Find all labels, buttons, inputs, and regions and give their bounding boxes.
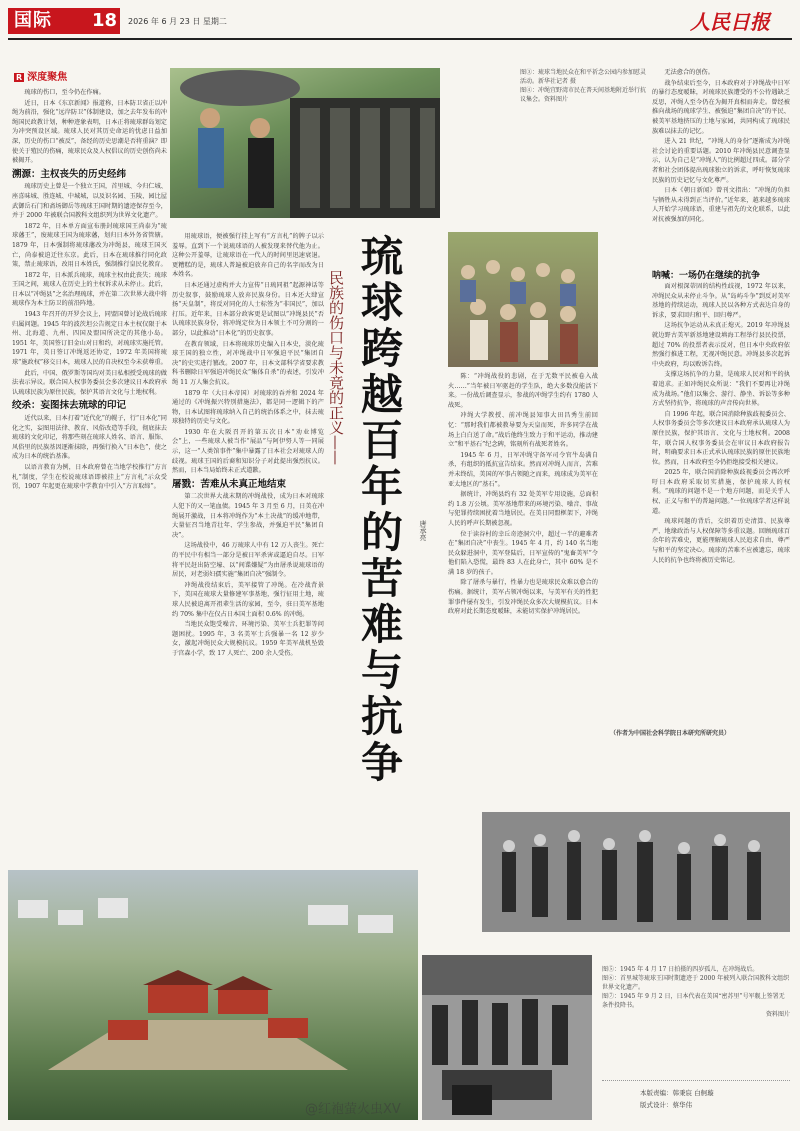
paragraph: 当地民众饱受噪音、环境污染、美军士兵犯罪等问题困扰。1995 年，3 名美军士兵强暴一名 12 岁少女，激起冲绳民众大规模抗议。1959 年美军战机坠毁于宫森小学，致 17 人死亡、200 余人受伤。: [172, 621, 324, 657]
footer-rule: [602, 1080, 790, 1082]
paragraph: 支撑这场抗争的力量，是琉球人民对和平的执着追求。正如冲绳民众所说：“我们不要再让冲绳成为战场。”他们以集会、游行、静坐、诉讼等多种方式坚持抗争，将琉球的声音传向世界。: [652, 371, 790, 408]
subhead: 屠戮：苦难从未真正地结束: [172, 478, 287, 490]
section-label: 国际: [14, 10, 52, 31]
paragraph: 近代以来，日本打着“近代化”的幌子，行“日本化”同化之实，妄图用法律、教育、风俗改造等手段，彻底抹去琉球的文化印记，将那些刻在琉球人姓名、语言、服饰、风俗里的民族基因逐渐抹除，再强行换入“日本色”，使之成为日本的统治基准。: [12, 415, 167, 461]
dateline: 2026 年 6 月 23 日 星期二: [128, 17, 227, 26]
paragraph: 1930 年在大阪召开的第五次日本“劝业博览会”上，一些琉球人被当作“展品”与阿伊努人等一同展示，这一“人类馆事件”集中暴露了日本社会对琉球人的歧视。琉球王国的后裔和知识分子对此提出强烈抗议。然而，日本当局始终未正式道歉。: [172, 428, 324, 475]
column-1: [12, 88, 167, 958]
watermark: @红袍萤火虫XV: [305, 1102, 401, 1117]
column-2: [172, 232, 324, 872]
paragraph: 这场战役中，46 万琉球人中有 12 万人丧生。死亡的平民中有相当一部分是被日军杀害或逼迫自尽。日军将平民赶出防空壕、以“间谍嫌疑”为由屠杀说琉球语的居民，对老弱妇孺实施“集团自决”强制令。: [172, 542, 324, 579]
paragraph: 琉球的伤口，至今仍在作痛。: [24, 89, 105, 96]
headline-subtitle: 民族的伤口与未竟的正义——: [327, 270, 345, 465]
caption-credit: 资料图片: [765, 1011, 790, 1018]
caption-photo5: 图⑤：1945 年 4 月 17 日拍摄的四岁孤儿，在冲绳战后。: [602, 966, 759, 973]
paragraph: 战争结束后至今，日本政府对于冲绳战中日军的暴行态度暧昧，对琉球民族遭受的不公待遇缺乏反思，冲绳人至今仍在为揭开真相而奔走。曾经被推向战场的琉球学生、被强迫“集团自决”的平民、被美军基地挤压的土地与家园，共同构成了琉球民族难以抹去的记忆。: [652, 79, 790, 135]
paragraph: 近日，日本《东京新闻》报道称，日本防卫省正以冲绳为前沿，强化“远岸防卫”体制建设，加之去年发布的冲绳国民政教计划，种种迹象表明，日本正将琉球群岛划定为冲突预设区域。琉球人民对其历史命运的忧虑日益加深，历史的伤口“被反”，备经的历史思潮是否将重演？即使关于殖民的伤痛，琉球民众及人权倡议的历史创伤尚未被揭开。: [12, 99, 167, 165]
photo-refugees: [482, 812, 790, 932]
paragraph: 1872 年，日本派兵琉球，琉球主权由此丧失；琉球王国之间，琉球人在历史上的主权诉求从未停止。此后，日本以“冲绳县”之名治理琉球，并在第二次世界大战中将琉球作为本土防卫的前沿阵地。: [12, 271, 167, 308]
byline: 唐承亮: [419, 520, 427, 541]
column-4: [448, 372, 598, 812]
paragraph: 冲绳大学教授、前冲绳县知事大田昌秀生前回忆：“那时我们都被教导要为天皇而死，许多同学在战场上白白送了命。”战后他终生致力于和平运动，推动建立“和平基石”纪念碑，铭刻所有战死者姓名。: [448, 412, 598, 449]
paragraph: 无法愈合的创伤。: [664, 69, 714, 76]
kicker-badge: R: [16, 73, 23, 82]
paragraph: 在教育领域，日本将琉球历史编入日本史，淡化琉球王国的独立性，对冲绳战中日军强迫平民“集团自决”的史实进行篡改。2007 年，日本文部科学省要求教科书删除日军强迫冲绳民众“集体自杀”的表述，引发冲绳 11 万人集会抗议。: [172, 340, 324, 386]
subhead: 溯源：主权丧失的历史经纬: [12, 168, 127, 180]
caption-photo6: 图⑥：首里城等琉球王国时期遗迹于 2000 年被列入联合国教科文组织世界文化遗产。: [602, 975, 790, 991]
caption-photo3: 图③：琉球当地民众在和平祈念公园内参加慰灵活动。新华社记者 摄: [520, 69, 647, 85]
paragraph: 以语言教育为例，日本政府曾在当地学校推行“方言札”制度，学生在校说琉球语即被挂上“方言札”示众受罚，1907 年起更在琉球中学教育中引入“方言取缔”。: [12, 463, 167, 491]
subhead: 呐喊：一场仍在继续的抗争: [652, 271, 761, 281]
paragraph: 1872 年，日本单方面宣布册封琉球国王尚泰为“琉球藩王”，废琉球王国为琉球藩，划归日本外务省管辖。1879 年，日本强制将琉球藩改为冲绳县，琉球王国灭亡，尚泰被迫迁往东京。此后，日本在琉球推行同化政策，禁止琉球语，改用日本姓氏，强制推行皇民化教育。: [12, 222, 167, 269]
headline-title: 琉球跨越百年的苦难与抗争: [355, 234, 404, 786]
photo-shuri-castle: [8, 870, 418, 1120]
caption-photo7: 图⑦：1945 年 9 月 2 日，日本代表在美国“密苏里”号军舰上签署无条件投降书。: [602, 993, 785, 1009]
paragraph: 据统计，冲绳县约有 32 处美军专用设施，总面积约 1.8 万公顷。美军基地带来的环境污染、噪音、事故与犯罪持续困扰着当地居民。在美日同盟框架下，冲绳人民的呼声长期被忽视。: [448, 491, 598, 527]
page-number: 18: [92, 10, 118, 31]
paragraph: 琉球历史上曾是一个独立王国，首里城、今归仁城、座喜味城、胜连城、中城城，以及识名园、玉陵、园比屋武御岳石门和斋场御岳等琉球王国时期的遗迹保存至今，并于 2000 年被联合国教科文组织列为世界文化遗产。: [12, 183, 167, 220]
paragraph: 1943 年召开的开罗会议上，同盟国曾讨论战后琉球归属问题。1945 年的波茨坦公告规定日本主权仅限于本州、北海道、九州、四国及盟国所决定的其他小岛。1951 年，美国签订旧金山对日和约，对琉球实施托管。1971 年，美日签订冲绳返还协定，1972 年美国将琉球“施政权”移交日本，琉球人民的自决权至今未获尊重。: [12, 311, 167, 367]
newspaper-logo: 人民日报: [690, 10, 770, 34]
column-5a: [652, 68, 790, 290]
paragraph: 琉球问题的背后，交织着历史清算、民族尊严、地缘政治与人权保障等多重议题。回顾琉球百余年的苦难史，更能理解琉球人民追求自由、尊严与和平的坚定决心。琉球的苦难不应被遗忘，琉球人民的抗争也终将被历史铭记。: [652, 518, 790, 564]
paragraph: 日本《朝日新闻》曾刊文指出：“冲绳的负担与牺牲从未得到正当评价。”近年来，越来越多琉球人开始学习琉球语，重建与祖先的文化联系，以此对抗被强加的同化。: [652, 187, 790, 223]
caption-block-bottom: [602, 965, 790, 1019]
paragraph: 陈：“冲绳战役的悲剧，在于无数平民被卷入战火……”当年被日军驱赶的学生队，绝大多数没能活下来。一份战后调查显示，参战的冲绳学生约有 1780 人战死。: [448, 373, 598, 409]
paragraph: 2025 年，联合国消除种族歧视委员会再次呼吁日本政府采取切实措施，保护琉球人的权利。“琉球的问题不是一个地方问题，而是关乎人权、正义与和平的普遍问题。”一位琉球学者这样说道。: [652, 469, 790, 515]
photo-memorial: [170, 68, 440, 218]
paragraph: 位于读谷村的幸丘奇迹洞穴中，超过一半的避难者在“集团自决”中丧生。1945 年 4 月，约 140 名当地民众躲进洞中，美军登陆后，日军宣传的“鬼畜美军”令他们陷入恐慌，最终 83 人在此身亡，其中 60% 是不满 18 岁的孩子。: [448, 530, 598, 576]
paragraph: 冲绳战役结束后，美军接管了冲绳。在冷战背景下，美国在琉球大量修建军事基地，强行征用土地，琉球人民被迫离开祖辈生活的家园，至今，驻日美军基地约 70% 集中在仅占日本国土面积 0.6% 的冲绳。: [172, 581, 324, 618]
caption-block-top: [520, 68, 650, 138]
kicker: [14, 68, 67, 83]
subhead: 绞杀：妄图抹去琉球的印记: [12, 400, 127, 412]
masthead-rule: [8, 38, 792, 40]
refugees-illustration: [482, 812, 790, 932]
paragraph: 这场抗争运动从未真正熄灭。2019 年冲绳县就边野古美军新基地建设填海工程举行县民投票，超过 70% 的投票者表示反对，但日本中央政府依然强行推进工程，无视冲绳民意。冲绳县多次起诉中央政府，均以败诉告终。: [652, 322, 790, 368]
memorial-illustration: [170, 68, 440, 218]
section-heading-protest: [652, 264, 790, 284]
paragraph: 日本还通过虚构并大力宣传“日琉同祖”起源神话等历史叙事，鼓励琉球人放弃民族身份。日本还大肆宣扬“天皇制”，将反对同化的人士标签为“非国民”，加以打压。近年来，日本部分政客更是试图以“冲绳县民”否认琉球民族身份，将冲绳定位为日本领土不可分割的一部分，以此推动“日本化”的历史叙事。: [172, 281, 324, 337]
paragraph: 第二次世界大战末期的冲绳战役，成为日本对琉球人犯下的又一笔血债。1945 年 3 月至 6 月，日美在冲绳展开激战，日本将冲绳作为“本土决战”的缓冲地带，大量征召当地青壮年、学生参战，并强迫平民“集团自决”。: [172, 493, 324, 539]
paragraph: 此后，中国、俄罗斯等国均对美日私相授受琉球的做法表示异议。联合国人权事务委员会多次建议日本政府承认琉球民族为原住民族，保护其语言文化与土地权利。: [12, 369, 167, 396]
paragraph: 1945 年 6 月，日军冲绳守备军司令官牛岛满自杀，有组织的抵抗宣告结束。然而对冲绳人而言，苦难并未终结，美国的军事占领随之而来，琉球成为美军在亚太地区的“基石”。: [448, 451, 598, 488]
kicker-label: 深度聚焦: [27, 72, 68, 83]
column-5b: [652, 282, 790, 732]
photo-crowd: [448, 232, 598, 367]
footer-editors: 本版责编：韩秉宸 白舸璇: [640, 1089, 714, 1097]
crowd-illustration: [448, 232, 598, 367]
paragraph: 用琉球语，便被强行挂上写有“方言札”的牌子以示羞辱。直到下一个说琉球语的人被发现来替代他为止。这种公开羞辱，让琉球语在一代人的时间里迅速衰退。更糟糕的是，琉球人普遍被迫放弃自己的名字而改为日本姓名。: [172, 233, 324, 279]
footer-design: 版式设计：蔡华伟: [640, 1101, 692, 1109]
paragraph: 面对根深蒂固的结构性歧视，1972 年以来，冲绳民众从未停止斗争。从“岛屿斗争”到反对美军基地的持续运动，琉球人民以各种方式表达自身的诉求，要求回归和平、回归尊严。: [652, 283, 790, 319]
paragraph: 进入 21 世纪，“冲绳人的身份”逐渐成为冲绳社会讨论的重要话题。2010 年冲绳县民意调查显示，认为自己是“冲绳人”的比例超过四成。部分学者和社会团体提出琉球独立的诉求，呼吁恢复琉球民族的历史记忆与文化尊严。: [652, 138, 790, 184]
paragraph: 除了屠杀与暴行，性暴力也是琉球民众难以愈合的伤痛。据统计，美军占领冲绳以来，与美军有关的性犯罪事件屡有发生，引发冲绳民众多次大规模抗议。日本政府对此长期态度暧昧，未能切实保护冲绳居民。: [448, 579, 598, 616]
photo-surrender: [422, 955, 592, 1120]
author-note: （作者为中国社会科学院日本研究所研究员）: [610, 730, 731, 737]
paragraph: 1879 年（大日本帝国）对琉球的吞并和 2024 年通过的《冲绳振兴特别措施法》，都是同一逻辑下的产物，日本试图将琉球纳入自己的统治体系之中，抹去琉球独特的历史与文化。: [172, 389, 324, 426]
paragraph: 自 1996 年起，联合国消除种族歧视委员会、人权事务委员会等多次建议日本政府承认琉球人为原住民族，保护其语言、文化与土地权利。2008 年，联合国人权事务委员会在审议日本政府报告时，明确要求日本正式承认琉球民族的原住民族地位。然而，日本政府至今仍拒绝接受相关建议。: [652, 410, 790, 466]
castle-illustration: [8, 870, 418, 1120]
surrender-illustration: [422, 955, 592, 1120]
caption-photo4: 图④：冲绳宜野湾市民在普天间基地附近举行抗议集会。资料图片: [520, 87, 647, 103]
